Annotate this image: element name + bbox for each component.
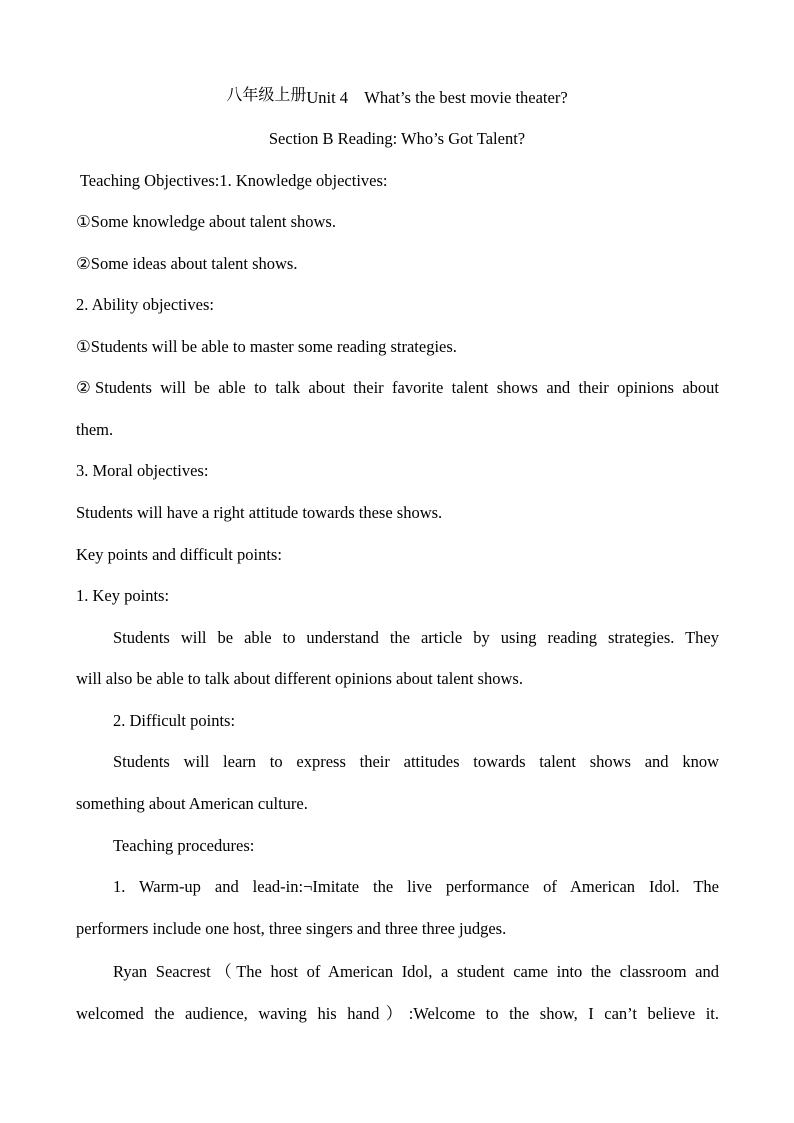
title-chinese: 八年级上册: [226, 85, 307, 104]
ability-item-1: ①Students will be able to master some reading strategies.: [76, 337, 457, 356]
difficult-points-text-1: Students will learn to express their attitudes towards talent shows and know: [113, 752, 719, 771]
key-points-text-2: will also be able to talk about different opinions about talent shows.: [76, 669, 523, 688]
warmup-text-1: 1. Warm-up and lead-in:¬Imitate the live performance of American Idol. The: [113, 877, 719, 896]
knowledge-item-2: ②Some ideas about talent shows.: [76, 254, 298, 273]
objectives-heading: Teaching Objectives:1. Knowledge objectives:: [76, 171, 388, 190]
ability-item-2: ②Students will be able to talk about their favorite talent shows and their opinions about: [76, 378, 719, 397]
moral-heading: 3. Moral objectives:: [76, 461, 209, 480]
moral-item: Students will have a right attitude towards these shows.: [76, 503, 443, 522]
procedures-heading: Teaching procedures:: [113, 836, 255, 855]
title-english: Unit 4 What’s the best movie theater?: [306, 88, 568, 107]
key-points-heading: 1. Key points:: [76, 586, 170, 605]
key-difficult-heading: Key points and difficult points:: [76, 545, 282, 564]
document-subtitle: Section B Reading: Who’s Got Talent?: [268, 129, 526, 148]
ability-item-2-cont: them.: [76, 420, 114, 439]
dialogue-text-1: Ryan Seacrest（The host of American Idol, a student came into the classroom and: [113, 962, 719, 981]
knowledge-item-1: ①Some knowledge about talent shows.: [76, 212, 336, 231]
difficult-points-text-2: something about American culture.: [76, 794, 308, 813]
key-points-text-1: Students will be able to understand the article by using reading strategies. They: [113, 628, 719, 647]
difficult-points-heading: 2. Difficult points:: [113, 711, 236, 730]
ability-heading: 2. Ability objectives:: [76, 295, 214, 314]
dialogue-text-2: welcomed the audience, waving his hand）:Welcome to the show, I can’t believe it.: [76, 1004, 719, 1023]
warmup-text-2: performers include one host, three singers and three three judges.: [76, 919, 507, 938]
document-title: [0, 85, 794, 108]
